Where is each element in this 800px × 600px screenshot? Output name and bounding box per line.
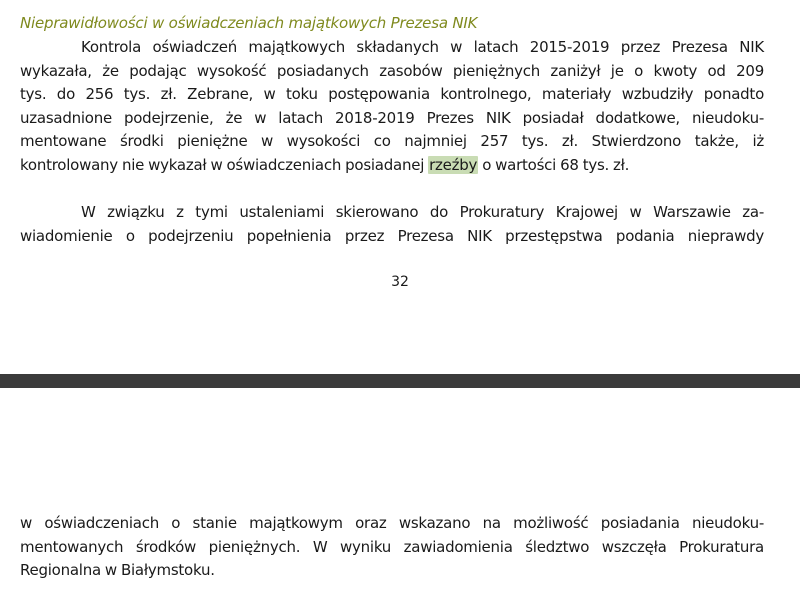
page-separator	[0, 374, 800, 388]
paragraph-line: tys. do 256 tys. zł. Zebrane, w toku postępowania kontrolnego, materiały wzbudziły ponadto	[20, 85, 764, 104]
paragraph-line: mentowanych środków pieniężnych. W wyniku zawiadomienia śledztwo wszczęła Prokuratura	[20, 537, 764, 556]
search-highlight[interactable]: rzeźby	[429, 155, 478, 174]
page-bottom	[0, 388, 800, 600]
paragraph-line: mentowane środki pieniężne w wysokości co najmniej 257 tys. zł. Stwierdzono także, iż	[20, 132, 764, 151]
paragraph-line: W związku z tymi ustaleniami skierowano do Prokuratury Krajowej w Warszawie za-	[81, 203, 764, 221]
paragraph-line: wykazała, że podając wysokość posiadanych zasobów pieniężnych zaniżył je o kwoty od 209	[20, 61, 764, 80]
section-heading: Nieprawidłowości w oświadczeniach majątkowych Prezesa NIK	[20, 14, 478, 32]
paragraph-line: w oświadczeniach o stanie majątkowym oraz wskazano na możliwość posiadania nieudoku-	[20, 514, 764, 532]
page-number: 32	[391, 274, 409, 290]
paragraph-1	[20, 36, 764, 178]
paragraph-2	[20, 201, 764, 248]
paragraph-line: Kontrola oświadczeń majątkowych składanych w latach 2015-2019 przez Prezesa NIK	[81, 38, 764, 56]
text-fragment: kontrolowany nie wykazał w oświadczeniach posiadanej	[20, 155, 429, 174]
paragraph-line	[20, 154, 764, 178]
continuation-paragraph	[20, 512, 764, 583]
paragraph-line: uzasadnione podejrzenie, że w latach 2018-2019 Prezes NIK posiadał dodatkowe, nieudoku-	[20, 108, 764, 127]
paragraph-line: wiadomienie o podejrzeniu popełnienia przez Prezesa NIK przestępstwa podania nieprawdy	[20, 226, 764, 245]
text-fragment: o wartości 68 tys. zł.	[478, 155, 630, 174]
paragraph-line: Regionalna w Białymstoku.	[20, 561, 215, 580]
